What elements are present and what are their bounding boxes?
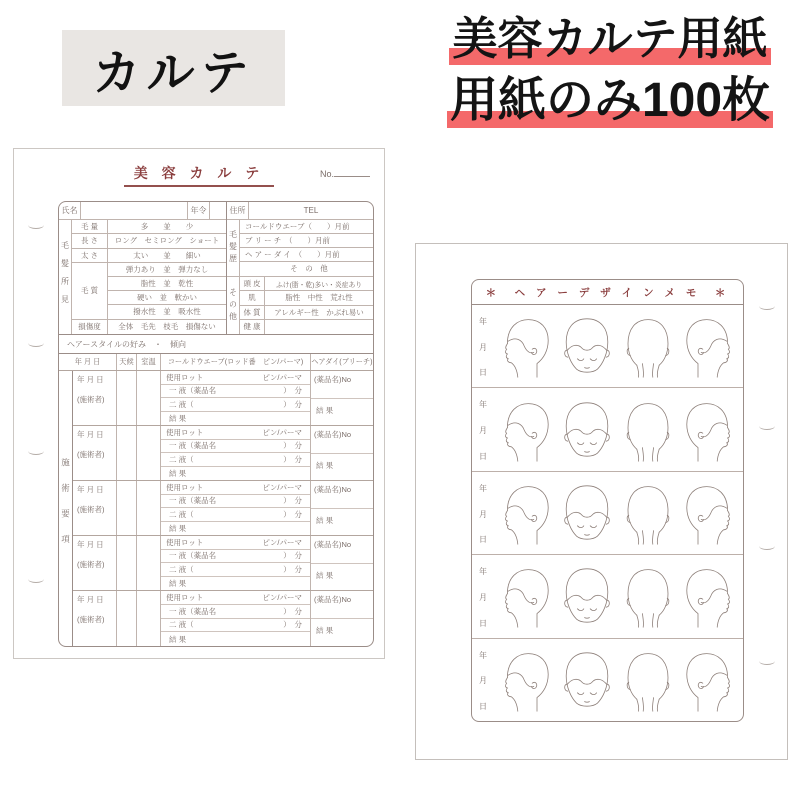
- address-label: 住所: [227, 202, 249, 219]
- dye-result-label: 結 果: [316, 625, 334, 635]
- memo-rows: [472, 305, 743, 721]
- treatment-section: [59, 354, 373, 646]
- tel-label: TEL: [303, 206, 319, 215]
- memo-date-column: 年 月 日: [479, 567, 487, 628]
- product-title-line2: 用紙のみ100枚: [420, 72, 800, 130]
- record-date-label: 年 月 日: [77, 540, 104, 549]
- no-blank-line: [334, 169, 370, 177]
- liquid1-row: 一 液（薬品名 ） 分: [161, 385, 310, 399]
- memo-date-column: 年 月 日: [479, 650, 487, 712]
- record-cold-wave-cell: [161, 426, 311, 480]
- liquid2-row: 二 液（ ） 分: [161, 619, 310, 633]
- age-blank-cell: [210, 202, 226, 219]
- record-weather-cell: [117, 591, 137, 646]
- age-label: 年令: [188, 202, 210, 219]
- head-front-icon: [559, 645, 615, 715]
- head-back-icon: [620, 561, 676, 631]
- karte-no-field: No.: [320, 169, 370, 179]
- rod-row: 使用ロット ピン/パーマ: [161, 591, 310, 605]
- result-row: 結 果: [169, 578, 187, 588]
- record-date-cell: [73, 591, 117, 646]
- head-back-icon: [620, 395, 676, 465]
- technician-label: (施術者): [77, 505, 105, 514]
- karte-badge: [62, 30, 285, 106]
- liquid1-row: 一 液（薬品名 ） 分: [161, 440, 310, 454]
- memo-date-column: 年 月 日: [479, 400, 487, 461]
- others-group: その他 頭 皮 ふけ(脂・乾)多い・炎症あり 肌 脂性 中性 荒れ性 体 質 アレルギー性 かぶれ易い 健 康: [227, 277, 373, 334]
- dye-result-label: 結 果: [316, 460, 334, 470]
- record-weather-cell: [117, 536, 137, 590]
- result-row: 結 果: [169, 413, 187, 423]
- hair-history-group: 毛髪歴 コールドウエーブ（ ）月前 ブ リ ー チ （ ）月前 ヘ ア ー ダ イ （ ）月前 そ の 他: [227, 220, 373, 277]
- info-left-group: [59, 202, 227, 334]
- record-room-temp-cell: [137, 371, 161, 425]
- memo-table: [471, 279, 744, 722]
- treatment-record-block: [73, 371, 373, 426]
- liquid2-row: 二 液（ ） 分: [161, 563, 310, 577]
- memo-row: [472, 639, 743, 721]
- rod-row: 使用ロット ピン/パーマ: [161, 536, 310, 550]
- record-date-cell: [73, 426, 117, 480]
- head-left-profile-icon: [497, 645, 553, 715]
- technician-label: (施術者): [77, 395, 105, 404]
- dye-product-label: (薬品名)No: [311, 426, 373, 454]
- style-preference-row: ヘアースタイルの好み ・ 傾向: [59, 335, 373, 354]
- binder-hole-icon: [28, 221, 44, 229]
- rod-row: 使用ロット ピン/パーマ: [161, 481, 310, 495]
- treatment-record-block: [73, 536, 373, 591]
- binder-hole-icon: [28, 339, 44, 347]
- head-left-profile-icon: [497, 561, 553, 631]
- dye-product-label: (薬品名)No: [311, 481, 373, 509]
- product-title: [420, 12, 800, 130]
- findings-row: 長 さ ロング セミロング ショート: [72, 234, 226, 248]
- head-back-icon: [620, 311, 676, 381]
- head-back-icon: [620, 478, 676, 548]
- liquid2-row: 二 液（ ） 分: [161, 508, 310, 522]
- binder-hole-icon: [759, 422, 775, 430]
- technician-label: (施術者): [77, 450, 105, 459]
- record-room-temp-cell: [137, 536, 161, 590]
- dye-product-label: (薬品名)No: [311, 536, 373, 564]
- memo-row: [472, 472, 743, 555]
- result-row: 結 果: [169, 523, 187, 533]
- damage-row: 損傷度 全体 毛先 枝毛 損傷ない: [72, 320, 226, 334]
- record-room-temp-cell: [137, 426, 161, 480]
- head-left-profile-icon: [497, 395, 553, 465]
- name-label: 氏名: [59, 202, 81, 219]
- memo-row: [472, 388, 743, 471]
- record-hair-dye-cell: [311, 481, 373, 535]
- record-hair-dye-cell: [311, 371, 373, 425]
- karte-main-table: [58, 201, 374, 647]
- dye-result-label: 結 果: [316, 515, 334, 525]
- head-back-icon: [620, 645, 676, 715]
- treatment-record-block: [73, 591, 373, 646]
- treatment-body: [73, 371, 373, 646]
- badge-label: カルテ: [92, 46, 255, 100]
- binder-hole-icon: [28, 575, 44, 583]
- head-front-icon: [559, 561, 615, 631]
- head-left-profile-icon: [497, 478, 553, 548]
- rod-row: 使用ロット ピン/パーマ: [161, 426, 310, 440]
- binder-hole-icon: [759, 302, 775, 310]
- others-vertical-label: その他: [227, 277, 240, 334]
- name-blank-cell: [81, 202, 188, 219]
- hair-history-vertical-label: 毛髪歴: [227, 220, 240, 276]
- treatment-record-block: [73, 426, 373, 481]
- name-age-row: [59, 202, 226, 220]
- technician-label: (施術者): [77, 615, 105, 624]
- liquid1-row: 一 液（薬品名 ） 分: [161, 605, 310, 619]
- binder-hole-icon: [759, 542, 775, 550]
- memo-date-column: 年 月 日: [479, 483, 487, 545]
- head-right-profile-icon: [682, 561, 738, 631]
- liquid1-row: 一 液（薬品名 ） 分: [161, 495, 310, 509]
- info-section: [59, 202, 373, 335]
- record-cold-wave-cell: [161, 371, 311, 425]
- info-right-group: [227, 202, 373, 334]
- hair-quality-group: 毛 質 弾力あり 並 弾力なし 脂性 並 乾性 硬い 並 軟かい 撥水性 並 吸水性: [72, 263, 226, 320]
- record-hair-dye-cell: [311, 426, 373, 480]
- head-left-profile-icon: [497, 311, 553, 381]
- record-hair-dye-cell: [311, 536, 373, 590]
- treatment-vertical-label: 施術要項: [59, 371, 73, 646]
- memo-row: [472, 305, 743, 388]
- record-date-cell: [73, 371, 117, 425]
- head-front-icon: [559, 311, 615, 381]
- treatment-header-row: 年 月 日 天候 室温 コールドウエーブ(ロッド番 ピン/パーマ) ヘアダイ(ブリーチ): [59, 354, 373, 371]
- address-tel-row: [227, 202, 373, 220]
- record-cold-wave-cell: [161, 481, 311, 535]
- record-cold-wave-cell: [161, 536, 311, 590]
- liquid2-row: 二 液（ ） 分: [161, 398, 310, 412]
- record-room-temp-cell: [137, 481, 161, 535]
- record-weather-cell: [117, 481, 137, 535]
- record-date-label: 年 月 日: [77, 375, 104, 384]
- karte-form-title: 美 容 カ ル テ: [124, 163, 275, 187]
- memo-title: ＊ ヘ ア ー デ ザ イ ン メ モ ＊: [472, 280, 743, 305]
- liquid1-row: 一 液（薬品名 ） 分: [161, 550, 310, 564]
- memo-form-paper: [415, 243, 788, 760]
- record-weather-cell: [117, 426, 137, 480]
- result-row: 結 果: [169, 468, 187, 478]
- findings-row: 毛 量 多 並 少: [72, 220, 226, 234]
- treatment-record-block: [73, 481, 373, 536]
- product-title-line1: 美容カルテ用紙: [420, 12, 800, 66]
- binder-hole-icon: [759, 657, 775, 665]
- record-hair-dye-cell: [311, 591, 373, 646]
- record-date-label: 年 月 日: [77, 485, 104, 494]
- karte-form-paper: [13, 148, 385, 659]
- head-front-icon: [559, 478, 615, 548]
- record-date-cell: [73, 536, 117, 590]
- record-date-label: 年 月 日: [77, 430, 104, 439]
- dye-product-label: (薬品名)No: [311, 591, 373, 619]
- hair-findings-vertical-label: 毛髪所見: [59, 220, 72, 334]
- head-front-icon: [559, 395, 615, 465]
- record-weather-cell: [117, 371, 137, 425]
- head-right-profile-icon: [682, 311, 738, 381]
- rod-row: 使用ロット ピン/パーマ: [161, 371, 310, 385]
- liquid2-row: 二 液（ ） 分: [161, 453, 310, 467]
- dye-result-label: 結 果: [316, 405, 334, 415]
- record-room-temp-cell: [137, 591, 161, 646]
- findings-row: 太 さ 太い 並 細い: [72, 249, 226, 263]
- result-row: 結 果: [169, 634, 187, 644]
- memo-row: [472, 555, 743, 638]
- record-date-cell: [73, 481, 117, 535]
- technician-label: (施術者): [77, 560, 105, 569]
- head-right-profile-icon: [682, 478, 738, 548]
- record-cold-wave-cell: [161, 591, 311, 646]
- head-right-profile-icon: [682, 645, 738, 715]
- head-right-profile-icon: [682, 395, 738, 465]
- dye-result-label: 結 果: [316, 570, 334, 580]
- dye-product-label: (薬品名)No: [311, 371, 373, 399]
- memo-date-column: 年 月 日: [479, 317, 487, 378]
- binder-hole-icon: [28, 447, 44, 455]
- record-date-label: 年 月 日: [77, 595, 104, 604]
